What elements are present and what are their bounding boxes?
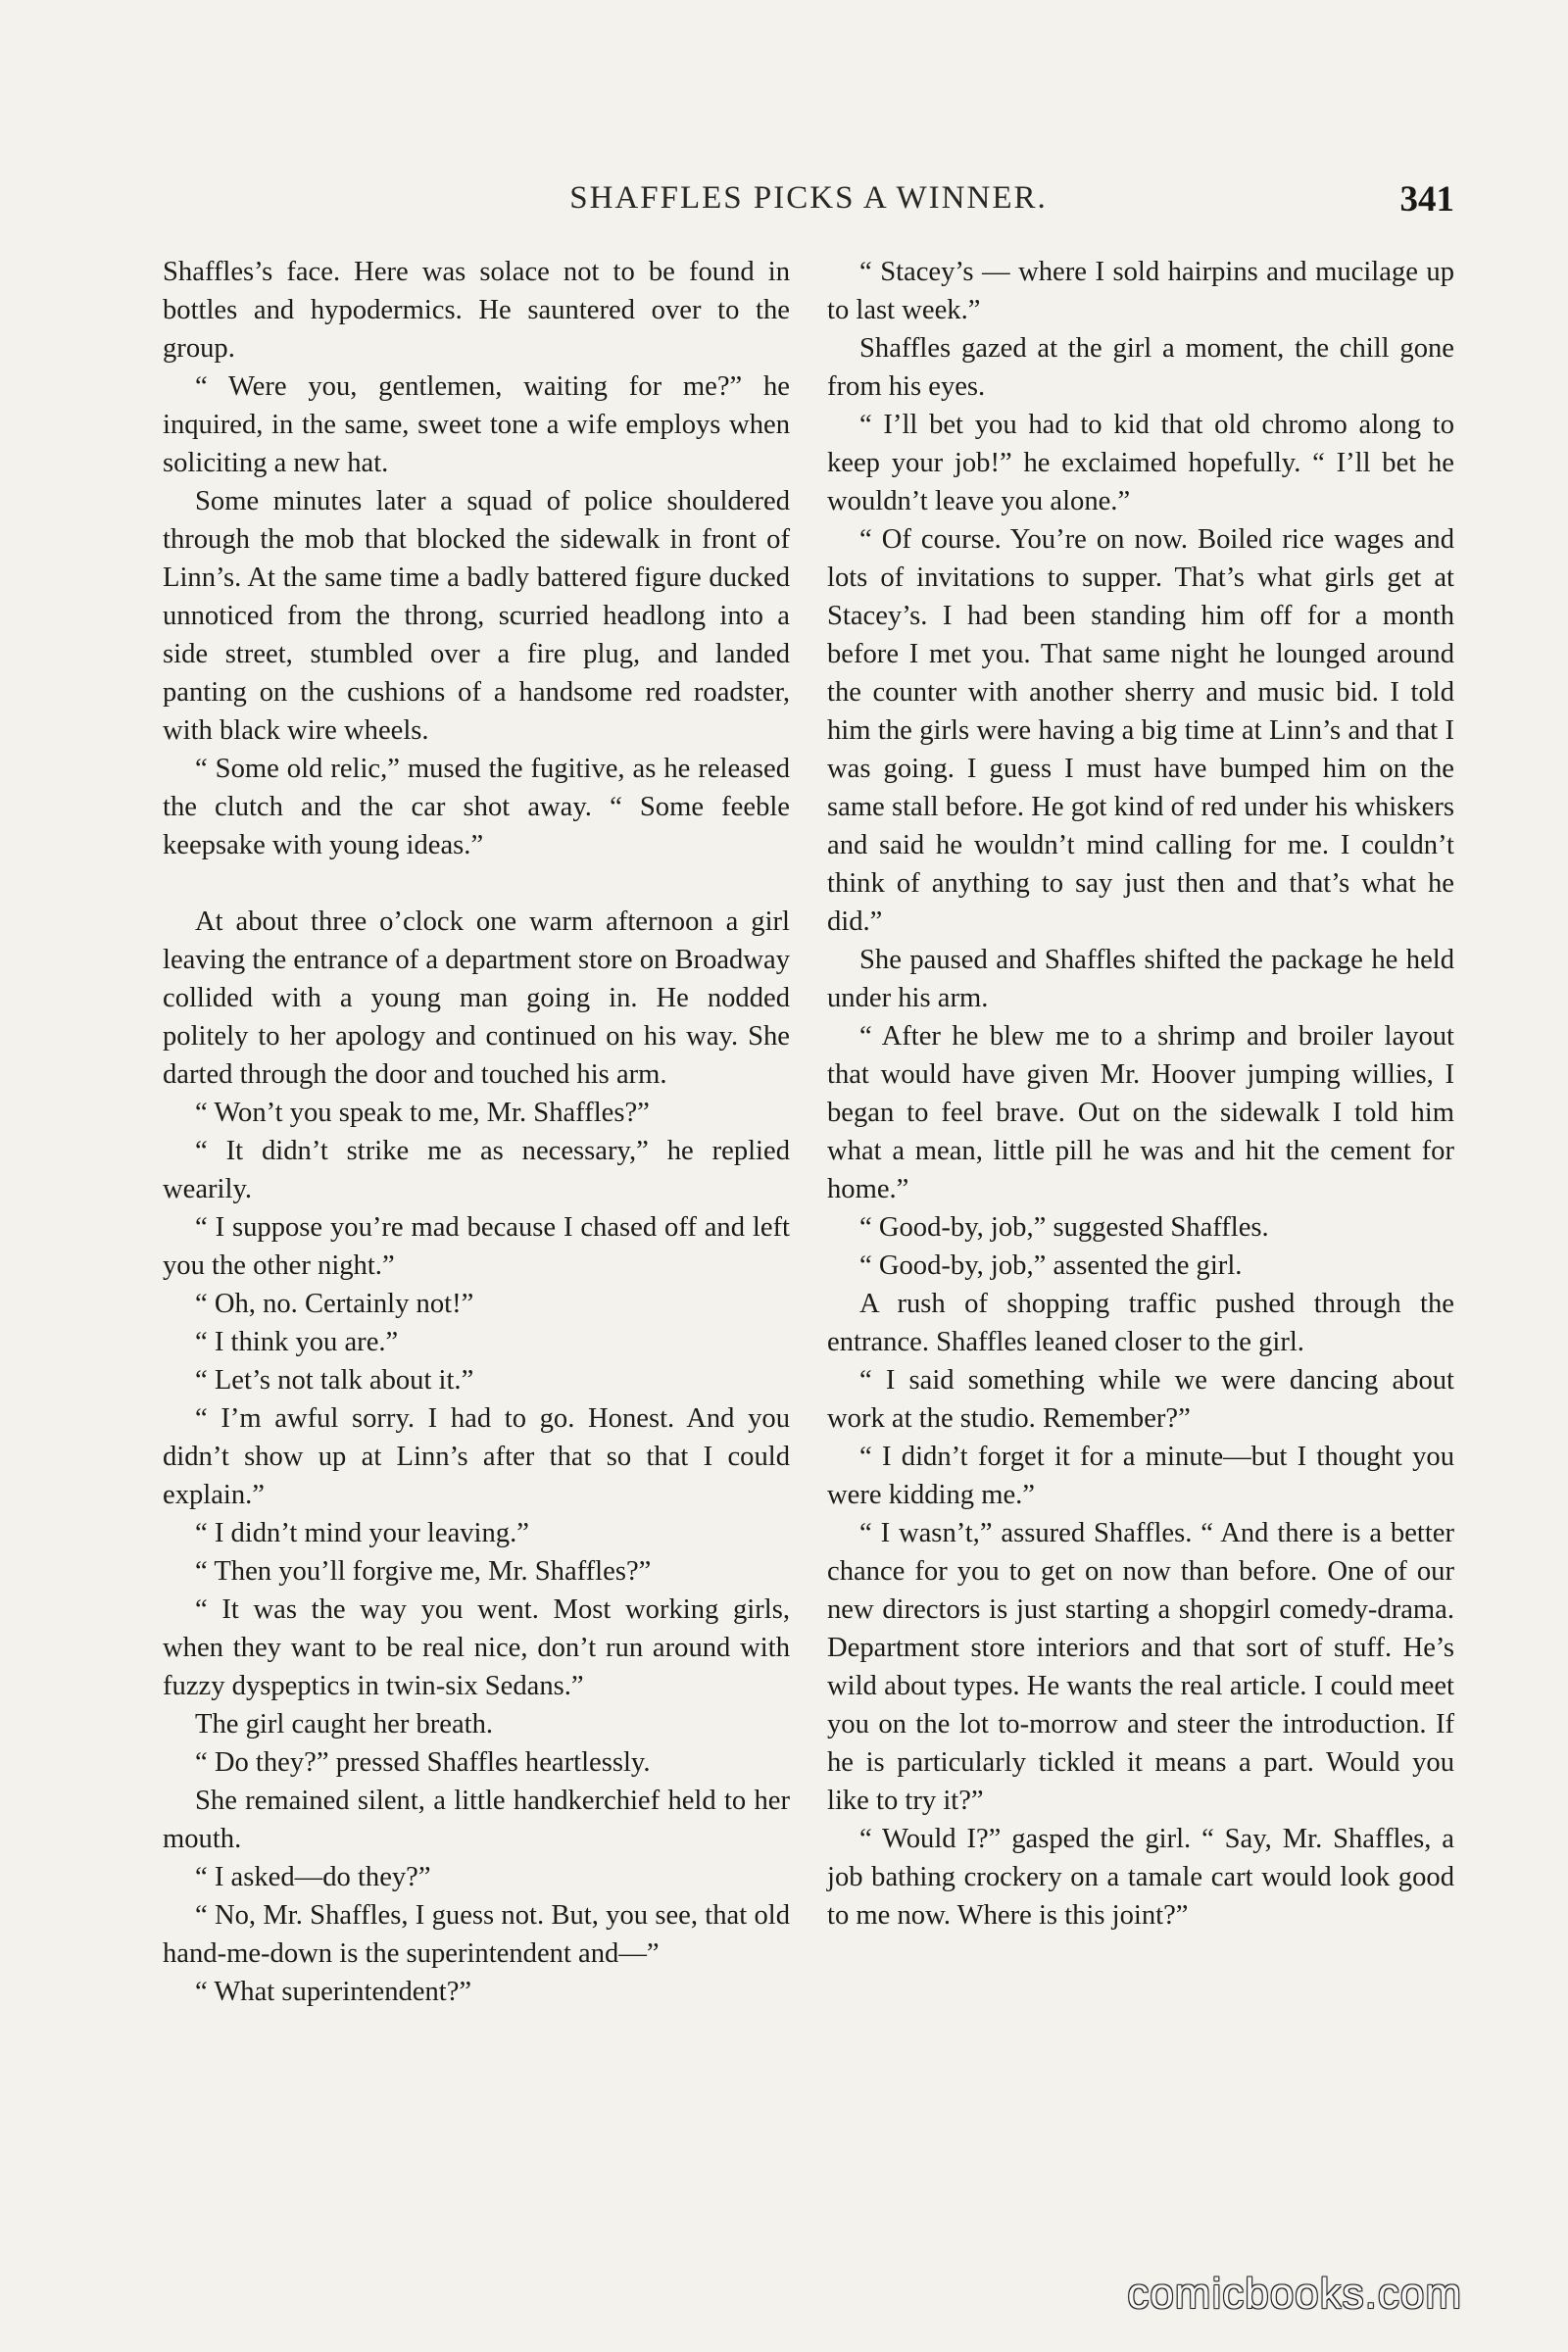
paragraph: She remained silent, a little handkerchief held to her mouth. [163,1786,790,1854]
left-column [163,253,790,2011]
paragraph: “ I think you are.” [195,1327,399,1357]
paragraph: “ Were you, gentlemen, waiting for me?” he inquired, in the same, sweet tone a wife employs when soliciting a new hat. [163,371,790,478]
paragraph: Some minutes later a squad of police shouldered through the mob that blocked the sidewalk in front of Linn’s. At the same time a badly battered figure ducked unnoticed from the throng, scurried headlong into a side street, stumbled over a fire plug, and landed panting on the cushions of a handsome red roadster, with black wire wheels. [163,486,790,746]
paragraph: A rush of shopping traffic pushed through the entrance. Shaffles leaned closer to the girl. [827,1289,1454,1357]
paragraph: “ It didn’t strike me as necessary,” he replied wearily. [163,1136,790,1204]
paragraph: “ I didn’t forget it for a minute—but I thought you were kidding me.” [827,1442,1454,1510]
paragraph: “ Oh, no. Certainly not!” [195,1289,474,1319]
paragraph: “ What superintendent?” [195,1977,472,2007]
paragraph: She paused and Shaffles shifted the package he held under his arm. [827,945,1454,1013]
paragraph: “ Good-by, job,” assented the girl. [859,1250,1243,1281]
paragraph: “ Of course. You’re on now. Boiled rice wages and lots of invitations to supper. That’s what girls get at Stacey’s. I had been standing him off for a month before I met you. That same night he lounged around the counter with another sherry and music bid. I told him the girls were having a big time at Linn’s and that I was going. I guess I must have bumped him on the same stall before. He got kind of red under his whiskers and said he wouldn’t mind calling for me. I couldn’t think of anything to say just then and that’s what he did.” [827,524,1454,937]
paragraph: “ It was the way you went. Most working girls, when they want to be real nice, don’t run around with fuzzy dyspeptics in twin-six Sedans.” [163,1594,790,1701]
paragraph: “ No, Mr. Shaffles, I guess not. But, you see, that old hand-me-down is the superintendent and—” [163,1900,790,1969]
paragraph: “ Then you’ll forgive me, Mr. Shaffles?” [195,1556,652,1587]
running-head [163,180,1454,223]
paragraph: “ After he blew me to a shrimp and broiler layout that would have given Mr. Hoover jumping willies, I began to feel brave. Out on the sidewalk I told him what a mean, little pill he was and hit the cement for home.” [827,1021,1454,1204]
paragraph: “ Won’t you speak to me, Mr. Shaffles?” [195,1098,650,1128]
paragraph: “ I asked—do they?” [195,1862,431,1892]
paragraph: The girl caught her breath. [195,1709,494,1740]
running-title: SHAFFLES PICKS A WINNER. [569,180,1048,216]
paragraph: “ Some old relic,” mused the fugitive, as he released the clutch and the car shot away. “ Some feeble keepsake with young ideas.” [163,754,790,860]
paragraph: “ I suppose you’re mad because I chased off and left you the other night.” [163,1212,790,1281]
paragraph: Shaffles gazed at the girl a moment, the chill gone from his eyes. [827,333,1454,402]
paragraph: “ Good-by, job,” suggested Shaffles. [859,1212,1269,1243]
paragraph: “ Would I?” gasped the girl. “ Say, Mr. Shaffles, a job bathing crockery on a tamale cart would look good to me now. Where is this joint?” [827,1824,1454,1931]
paragraph: “ I didn’t mind your leaving.” [195,1518,529,1548]
paragraph: At about three o’clock one warm afternoon a girl leaving the entrance of a department store on Broadway collided with a young man going in. He nodded politely to her apology and continued on his way. She darted through the door and touched his arm. [163,906,790,1090]
paragraph: “ Do they?” pressed Shaffles heartlessly. [195,1747,651,1778]
paragraph: Shaffles’s face. Here was solace not to be found in bottles and hypodermics. He sauntered over to the group. [163,257,790,364]
paragraph: “ I’ll bet you had to kid that old chromo along to keep your job!” he exclaimed hopefully. “ I’ll bet he wouldn’t leave you alone.” [827,410,1454,516]
paragraph: “ I’m awful sorry. I had to go. Honest. And you didn’t show up at Linn’s after that so that I could explain.” [163,1403,790,1510]
paragraph: “ Let’s not talk about it.” [195,1365,474,1396]
right-column [827,253,1454,1935]
paragraph: “ I said something while we were dancing about work at the studio. Remember?” [827,1365,1454,1434]
page-number: 341 [1399,179,1454,220]
paragraph: “ I wasn’t,” assured Shaffles. “ And there is a better chance for you to get on now than before. One of our new directors is just starting a shopgirl comedy-drama. Department store interiors and that sort of stuff. He’s wild about types. He wants the real article. I could meet you on the lot to-morrow and steer the introduction. If he is particularly tickled it means a part. Would you like to try it?” [827,1518,1454,1816]
watermark: comicbooks.com [1127,2270,1462,2318]
paragraph: “ Stacey’s — where I sold hairpins and mucilage up to last week.” [827,257,1454,325]
